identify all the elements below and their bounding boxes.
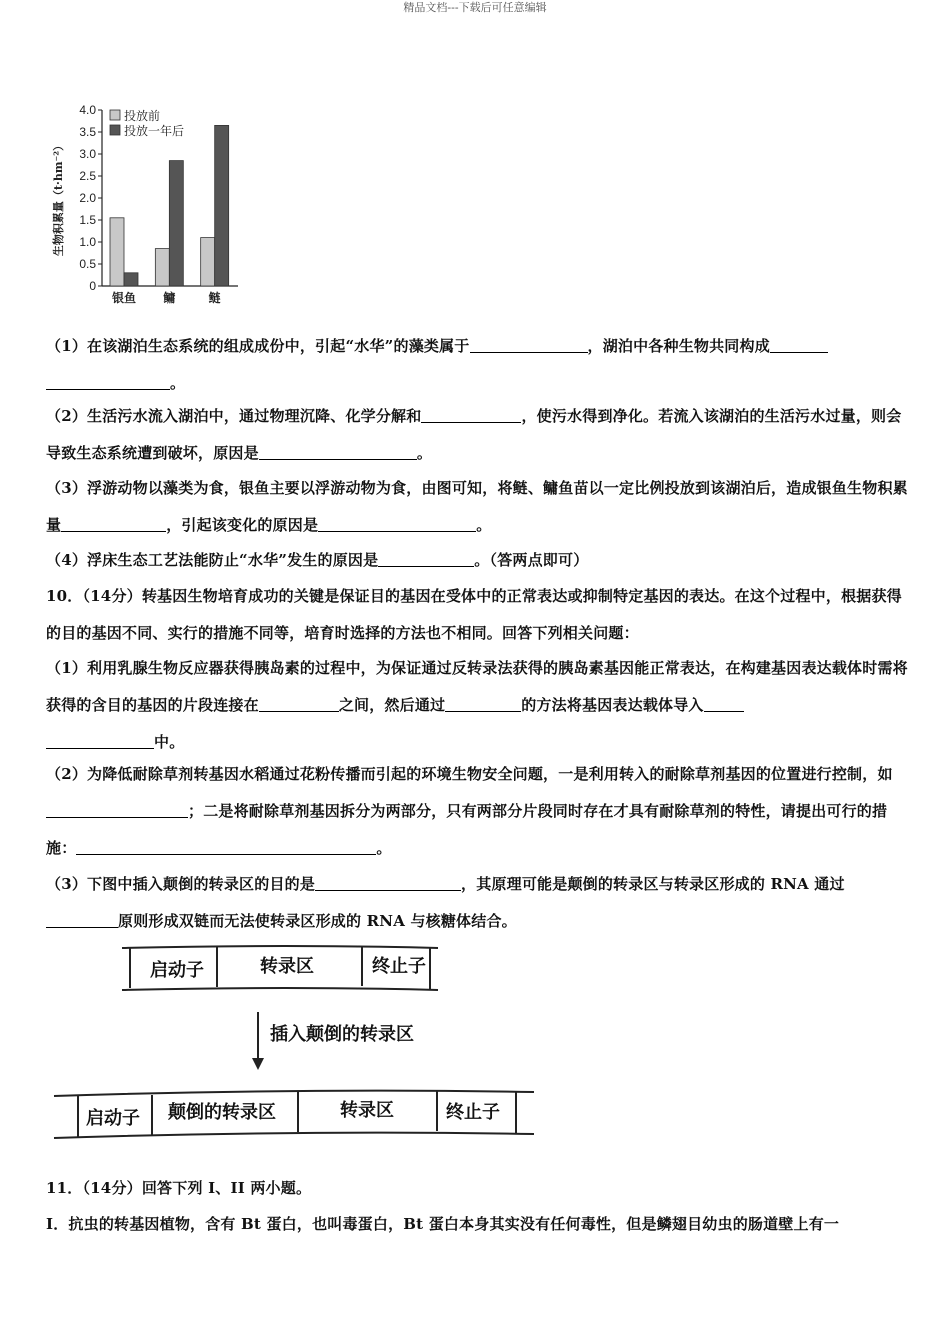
- answer-blank[interactable]: [76, 836, 376, 855]
- bar: [169, 161, 183, 286]
- y-tick-label: 2.5: [79, 169, 96, 183]
- question-10-1: [46, 650, 908, 761]
- answer-blank[interactable]: [445, 693, 521, 712]
- y-tick-label: 1.0: [79, 235, 96, 249]
- x-tick-label: 鳙: [163, 291, 176, 305]
- q9-4-text-b: 。（答两点即可）: [474, 551, 589, 569]
- q10-1-text-d: 中。: [154, 733, 185, 751]
- q9-3-text-a: （3）浮游动物以藻类为食，银鱼主要以浮游动物为食，由图可知，将鲢、鳙鱼苗以一定比例投放到该湖泊后，造成银鱼生物积累量: [46, 479, 908, 534]
- bottom-promoter-label: 启动子: [86, 1108, 140, 1129]
- answer-blank[interactable]: [46, 799, 188, 818]
- question-10-intro: 10．（14分）转基因生物培育成功的关键是保证目的基因在受体中的正常表达或抑制特定基因的表达。在这个过程中，根据获得的目的基因不同、实行的措施不同等，培育时选择的方法也不相同。回答下列相关问题：: [46, 587, 902, 642]
- page-header: 精品文档---下载后可任意编辑: [403, 1, 547, 14]
- legend-label: 投放前: [124, 109, 161, 123]
- x-tick-label: 银鱼: [111, 291, 137, 305]
- legend-swatch: [110, 110, 120, 120]
- q10-3-text-c: 原则形成双链而无法使转录区形成的 RNA 与核糖体结合。: [118, 912, 517, 930]
- y-tick-label: 3.5: [79, 125, 96, 139]
- answer-blank[interactable]: [46, 909, 118, 928]
- question-9-1: [46, 328, 908, 402]
- answer-blank[interactable]: [259, 693, 339, 712]
- q9-1-text-b: ，湖泊中各种生物共同构成: [587, 337, 770, 355]
- q9-3-text-c: 。: [476, 516, 492, 534]
- y-tick-label: 0.5: [79, 257, 96, 271]
- answer-blank[interactable]: [46, 730, 154, 749]
- question-10-3: [46, 866, 908, 940]
- answer-blank[interactable]: [378, 548, 474, 567]
- y-tick-label: 2.0: [79, 191, 96, 205]
- x-tick-label: 鲢: [208, 291, 221, 305]
- bar: [215, 125, 229, 286]
- legend-label: 投放一年后: [124, 124, 185, 138]
- q10-1-text-c: 的方法将基因表达载体导入: [521, 696, 704, 714]
- answer-blank[interactable]: [704, 693, 744, 712]
- q10-2-text-c: 。: [376, 839, 392, 857]
- answer-blank[interactable]: [770, 334, 828, 353]
- question-9-2: [46, 398, 908, 472]
- bar: [124, 273, 138, 286]
- arrow-down-icon: [252, 1058, 264, 1070]
- q10-2-text-b: ；二是将耐除草剂基因拆分为两部分，只有两部分片段同时存在才具有耐除草剂的特性，请提出可行的措施：: [46, 802, 888, 857]
- q9-1-text-a: （1）在该湖泊生态系统的组成成份中，引起“水华”的藻类属于: [46, 337, 470, 355]
- top-construct: [122, 946, 438, 990]
- bottom-terminator-label: 终止子: [446, 1102, 500, 1123]
- q10-3-text-b: ，其原理可能是颠倒的转录区与转录区形成的 RNA 通过: [461, 875, 845, 893]
- q9-1-text-c: 。: [170, 374, 186, 392]
- q9-2-text-b: ，使污水得到净化。若流入该湖泊的生活污水过量，则会导致生态系统遭到破坏，原因是: [46, 407, 902, 462]
- bar: [110, 218, 124, 286]
- q9-2-text-a: （2）生活污水流入湖泊中，通过物理沉降、化学分解和: [46, 407, 422, 425]
- answer-blank[interactable]: [259, 441, 417, 460]
- q10-3-text-a: （3）下图中插入颠倒的转录区的目的是: [46, 875, 316, 893]
- answer-blank[interactable]: [315, 872, 461, 891]
- bottom-construct: [54, 1091, 534, 1138]
- q10-2-text-a: （2）为降低耐除草剂转基因水稻通过花粉传播而引起的环境生物安全问题，一是利用转入的耐除草剂基因的位置进行控制，如: [46, 765, 893, 783]
- y-tick-label: 1.5: [79, 213, 96, 227]
- y-tick-label: 3.0: [79, 147, 96, 161]
- bar: [155, 249, 169, 286]
- question-11-part-1: I．抗虫的转基因植物，含有 Bt 蛋白，也叫毒蛋白，Bt 蛋白本身其实没有任何毒性，但是鳞翅目幼虫的肠道壁上有一: [46, 1215, 840, 1233]
- top-transcription-region-label: 转录区: [260, 956, 314, 977]
- bottom-transcription-region-label: 转录区: [340, 1100, 394, 1121]
- y-tick-label: 0: [89, 279, 96, 293]
- top-promoter-label: 启动子: [150, 960, 204, 981]
- answer-blank[interactable]: [318, 513, 476, 532]
- top-terminator-label: 终止子: [372, 956, 426, 977]
- legend-swatch: [110, 125, 120, 135]
- question-9-3: [46, 470, 908, 544]
- question-10-2: [46, 756, 908, 867]
- q9-3-text-b: ，引起该变化的原因是: [166, 516, 319, 534]
- q10-1-text-a: （1）利用乳腺生物反应器获得胰岛素的过程中，为保证通过反转录法获得的胰岛素基因能正常表达，在构建基因表达载体时需将获得的含目的基因的片段连接在: [46, 659, 908, 714]
- q9-2-text-c: 。: [416, 444, 433, 462]
- arrow-label: 插入颠倒的转录区: [270, 1024, 414, 1045]
- answer-blank[interactable]: [61, 513, 166, 532]
- answer-blank[interactable]: [470, 334, 588, 353]
- question-11-intro: 11．（14分）回答下列 I、II 两小题。: [46, 1179, 312, 1197]
- y-axis-label: 生物积累量（t·hm⁻²）: [52, 139, 65, 257]
- q9-4-text-a: （4）浮床生态工艺法能防止“水华”发生的原因是: [46, 551, 379, 569]
- transcription-diagram: [50, 940, 550, 1145]
- answer-blank[interactable]: [421, 404, 521, 423]
- insert-arrow: [252, 1012, 414, 1070]
- bar: [201, 238, 215, 286]
- biomass-bar-chart: [48, 98, 248, 313]
- bottom-inverted-region-label: 颠倒的转录区: [168, 1102, 276, 1123]
- q10-1-text-b: 之间，然后通过: [338, 696, 446, 714]
- y-tick-label: 4.0: [79, 103, 96, 117]
- question-9-4: [46, 542, 908, 579]
- answer-blank[interactable]: [46, 371, 170, 390]
